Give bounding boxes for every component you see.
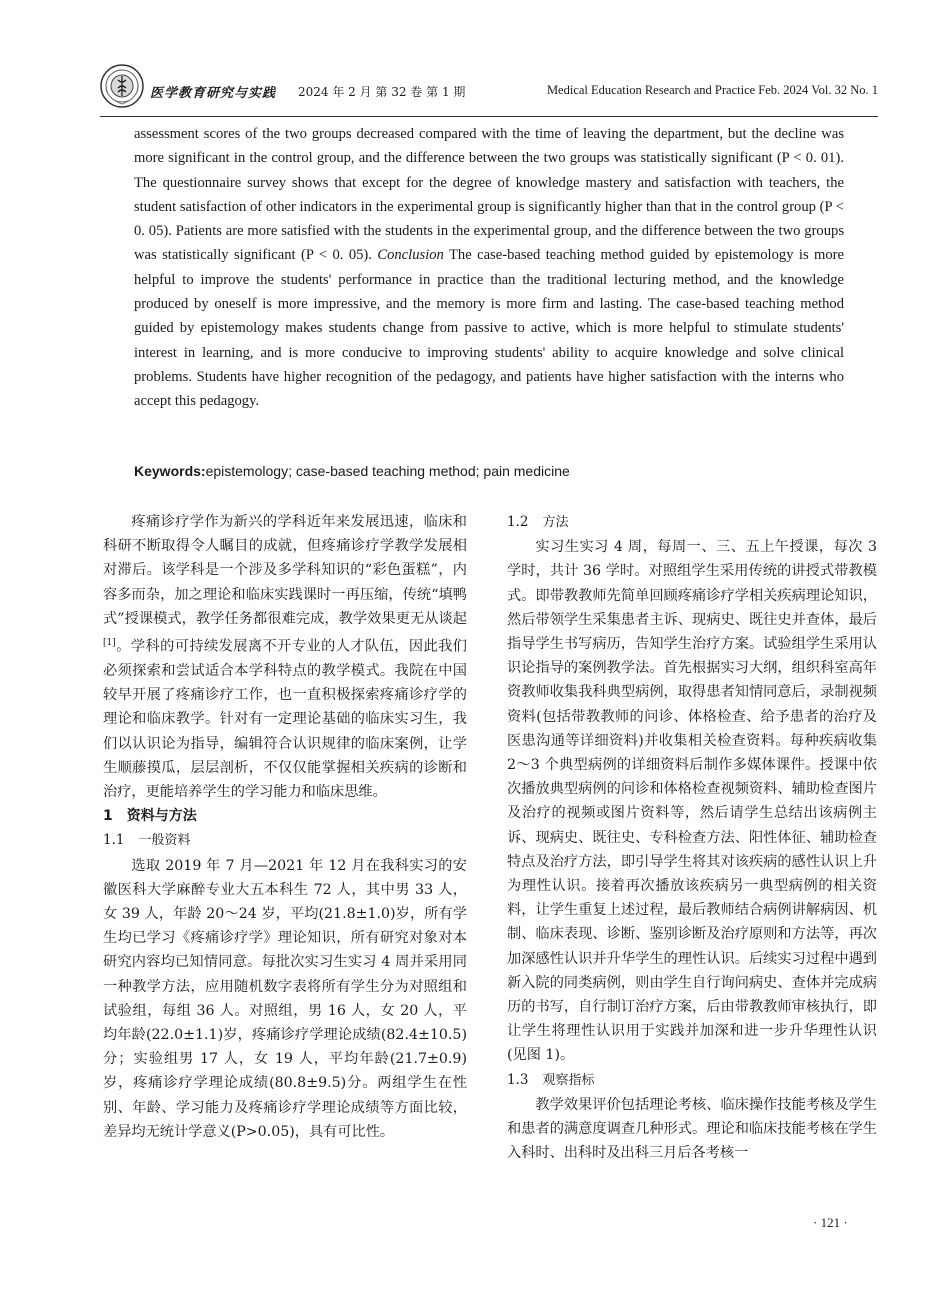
section-1-3-heading xyxy=(507,1068,877,1093)
issue-info-en: Medical Education Research and Practice Feb. 2024 Vol. 32 No. 1 xyxy=(546,83,878,97)
intro-text-a: 疼痛诊疗学作为新兴的学科近年来发展迅速，临床和科研不断取得令人瞩目的成就，但疼痛诊疗学教学发展相对滞后。该学科是一个涉及多学科知识的“彩色蛋糕”，内容多而杂，加之理论和临床实践课时一再压缩，传统“填鸭式”授课模式，教学任务都很难完成，教学效果更无从谈起 xyxy=(103,514,467,627)
keywords-line xyxy=(134,460,844,482)
right-column xyxy=(507,510,877,1165)
subsection-title: 方法 xyxy=(542,515,569,530)
abstract-conclusion: The case-based teaching method guided by epistemology is more helpful to improve the students' performance in practice than the traditional lecturing method, and the knowledge produced by oneself is more impressive, and the memory is more firm and lasting. The case-based teaching method guided by epistemology makes students change from passive to active, which is more helpful to stimulate students' interest in learning, and is more conducive to improving students' ability to acquire knowledge and solve clinical problems. Students have higher recognition of the pedagogy, and patients have higher satisfaction with the interns who accept this pedagogy. xyxy=(134,247,845,410)
left-column xyxy=(103,510,467,1144)
section-title: 资料与方法 xyxy=(126,808,197,825)
methods-paragraph: 实习生实习 4 周，每周一、三、五上午授课，每次 3 学时，共计 36 学时。对照组学生采用传统的讲授式带教模式。即带教教师先简单回顾疼痛诊疗学相关疾病理论知识，然后带领学生采集患者主诉、现病史、既往史并查体，最后指导学生书写病历，告知学生治疗方案。试验组学生采用认识论指导的案例教学法。首先根据实习大纲，组织科室高年资教师收集我科典型病例，取得患者知情同意后，录制视频资料(包括带教教师的问诊、体格检查、给予患者的治疗及医患沟通等详细资料)并收集相关检查资料。每种疾病收集 2～3 个典型病例的详细资料后制作多媒体课件。授课中依次播放典型病例的问诊和体格检查视频资料、辅助检查图片及治疗的视频或图片资料等，然后请学生总结出该病例主诉、现病史、既往史、专科检查方法、阳性体征、辅助检查特点及治疗方法，即引导学生将其对该疾病的感性认识上升为理性认识。接着再次播放该疾病另一典型病例的相关资料，让学生重复上述过程，最后教师结合病例讲解病因、机制、临床表现、诊断、鉴别诊断及治疗原则和方法等，再次加深感性认识并升华学生的理性认识。后续实习过程中遇到新入院的同类病例，则由学生自行询问病史、查体并完成病历的书写，自行制订治疗方案，后由带教教师审核执行，即让学生将理性认识用于实践并加深和进一步升华理性认识(见图 1)。 xyxy=(507,539,877,1064)
abstract-text xyxy=(134,122,844,414)
intro-paragraph xyxy=(103,510,467,804)
page-number: · 121 · xyxy=(813,1215,848,1230)
intro-text-b: 。学科的可持续发展离不开专业的人才队伍，因此我们必须探索和尝试适合本学科特点的教学模式。我院在中国较早开展了疼痛诊疗工作，也一直积极探索疼痛诊疗学的理论和临床教学。针对有一定理论基础的临床实习生，我们以认识论为指导，编辑符合认识规律的临床案例，让学生顺藤摸瓜，层层剖析，不仅仅能掌握相关疾病的诊断和治疗，更能培养学生的学习能力和临床思维。 xyxy=(103,638,467,800)
subsection-number: 1.1 xyxy=(103,832,125,849)
journal-seal-logo xyxy=(100,64,144,108)
keywords-list: epistemology; case-based teaching method; pain medicine xyxy=(205,463,570,479)
page-header xyxy=(100,64,878,117)
issue-info-cn: 2024 年 2 月 第 32 卷 第 1 期 xyxy=(298,85,466,99)
subsection-title: 观察指标 xyxy=(542,1072,595,1088)
section-1-1-heading xyxy=(103,828,467,853)
citation-ref: [1] xyxy=(103,638,116,649)
journal-title-cn: 医学教育研究与实践 xyxy=(150,86,277,101)
section-1-heading xyxy=(103,804,467,828)
indicators-paragraph: 教学效果评价包括理论考核、临床操作技能考核及学生和患者的满意度调查几种形式。理论和临床技能考核在学生入科时、出科时及出科三月后各考核一 xyxy=(507,1096,877,1162)
subsection-number: 1.3 xyxy=(507,1071,529,1088)
section-number: 1 xyxy=(103,808,113,825)
subsection-number: 1.2 xyxy=(507,514,529,530)
general-data-paragraph: 选取 2019 年 7 月—2021 年 12 月在我科实习的安徽医科大学麻醉专业大五本科生 72 人，其中男 33 人，女 39 人，年龄 20～24 岁，平均(21.8±1.0)岁，所有学生均已学习《疼痛诊疗学》理论知识，所有研究对象对本研究内容均已知情同意。每批次实习生实习 4 周并采用同一种教学方法，应用随机数字表将所有学生分为对照组和试验组，每组 36 人。对照组，男 16 人，女 20 人，平均年龄(22.0±1.1)岁，疼痛诊疗学理论成绩(82.4±10.5)分；实验组男 17 人，女 19 人，平均年龄(21.7±0.9)岁，疼痛诊疗学理论成绩(80.8±9.5)分。两组学生在性别、年龄、学习能力及疼痛诊疗学理论成绩等方面比较，差异均无统计学意义(P>0.05)，具有可比性。 xyxy=(103,857,467,1140)
abstract-results: assessment scores of the two groups decreased compared with the time of leaving the department, but the decline was more significant in the control group, and the difference between the two groups was statistically significant (P < 0. 01). The questionnaire survey shows that except for the degree of knowledge mastery and satisfaction with teachers, the student satisfaction of other indicators in the experimental group is significantly higher than that in the control group (P < 0. 05). Patients are more satisfied with the students in the experimental group, and the difference between the two groups was statistically significant (P < 0. 05). xyxy=(134,126,844,264)
section-1-2-heading xyxy=(507,510,877,535)
subsection-title: 一般资料 xyxy=(138,833,191,849)
conclusion-label: Conclusion xyxy=(377,247,444,264)
keywords-label: Keywords: xyxy=(134,463,206,479)
